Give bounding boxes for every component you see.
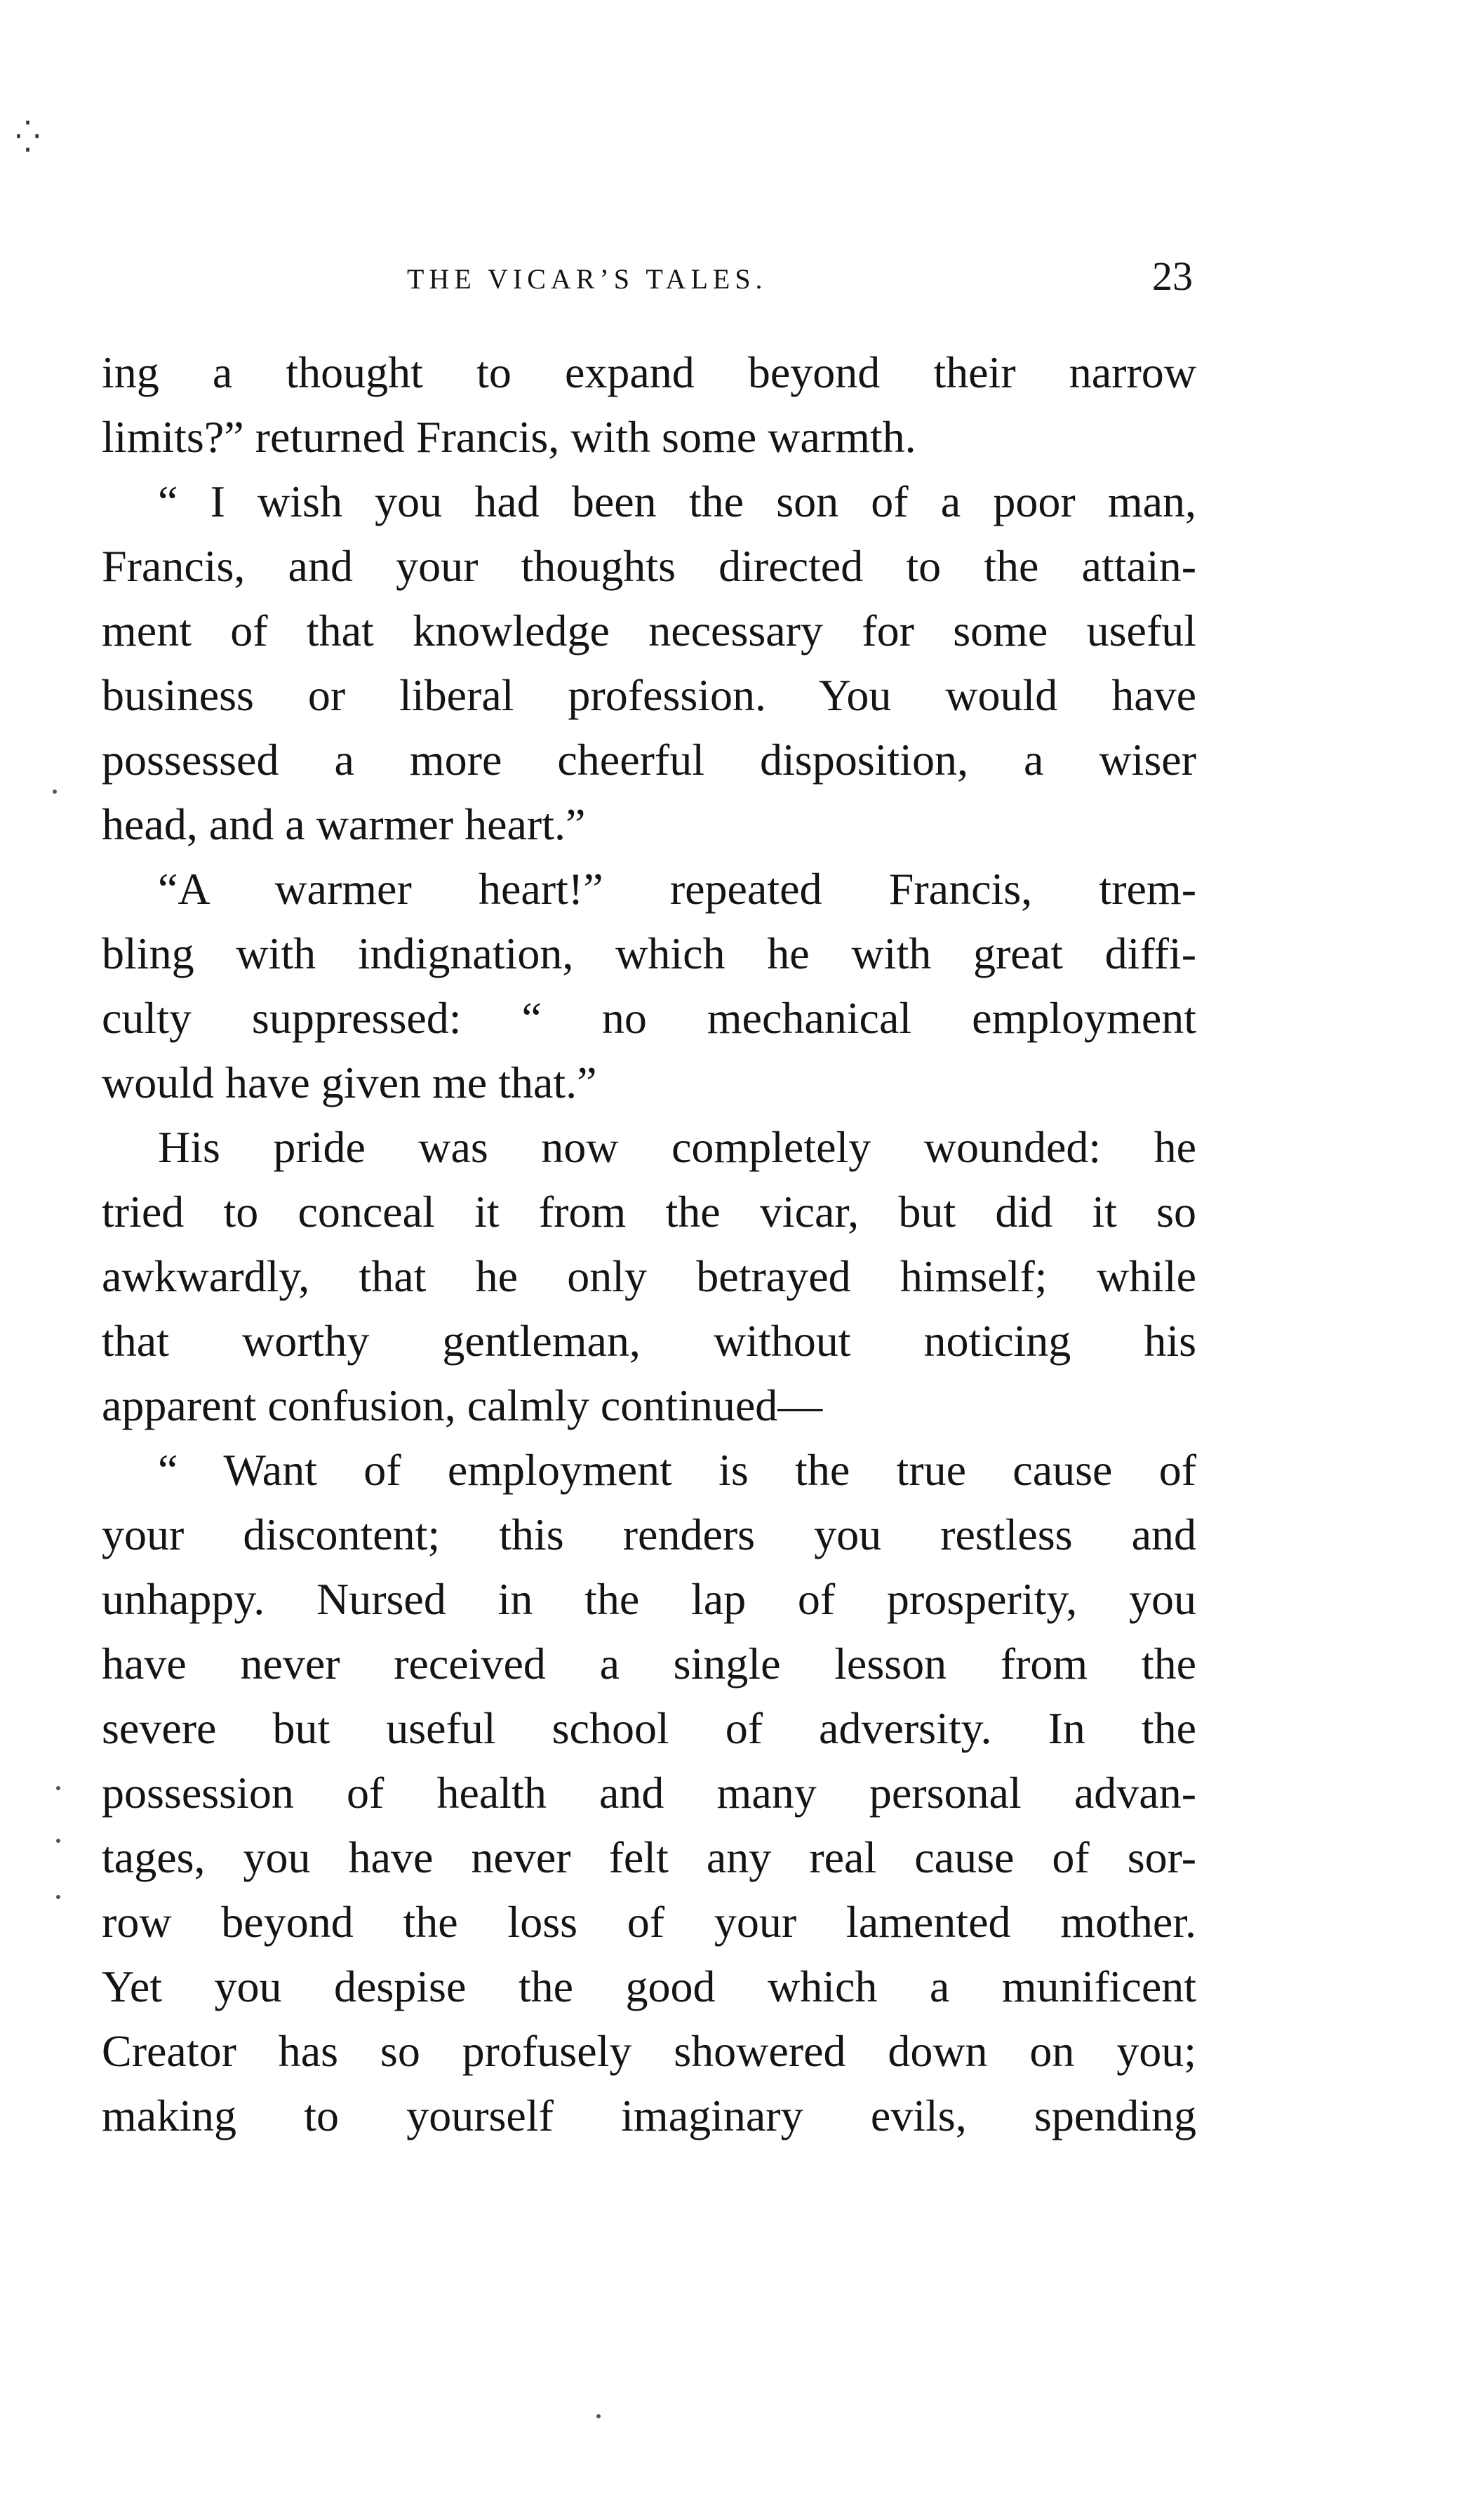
print-speck <box>56 1786 60 1790</box>
text-line: making to yourself imaginary evils, spending <box>102 2091 1196 2140</box>
text-line: tried to conceal it from the vicar, but did it so <box>102 1187 1196 1237</box>
text-line: row beyond the loss of your lamented mother. <box>102 1897 1196 1947</box>
print-speck <box>53 790 57 794</box>
text-line: have never received a single lesson from the <box>102 1639 1196 1689</box>
text-line: unhappy. Nursed in the lap of prosperity, you <box>102 1574 1196 1624</box>
page-header <box>407 253 1193 302</box>
text-line: “ I wish you had been the son of a poor man, <box>158 477 1196 526</box>
text-line: possession of health and many personal advan- <box>102 1768 1196 1818</box>
text-line: ing a thought to expand beyond their narrow <box>102 347 1196 397</box>
text-line: Creator has so profusely showered down on you; <box>102 2026 1196 2076</box>
ink-mark: ⁛ <box>15 120 41 154</box>
text-line: that worthy gentleman, without noticing his <box>102 1316 1196 1366</box>
text-line: your discontent; this renders you restless and <box>102 1510 1196 1559</box>
text-line: would have given me that.” <box>102 1058 597 1107</box>
text-line: bling with indignation, which he with great diffi- <box>102 928 1196 978</box>
print-speck <box>596 2414 601 2418</box>
text-line: culty suppressed: “ no mechanical employment <box>102 993 1196 1043</box>
text-line: limits?” returned Francis, with some warmth. <box>102 412 916 462</box>
text-line: Francis, and your thoughts directed to the attain- <box>102 541 1196 591</box>
text-line: “ Want of employment is the true cause of <box>158 1445 1196 1495</box>
text-line: Yet you despise the good which a munificent <box>102 1961 1196 2011</box>
print-speck <box>56 1895 60 1899</box>
text-line: “A warmer heart!” repeated Francis, trem- <box>158 864 1196 914</box>
text-line: ment of that knowledge necessary for some useful <box>102 606 1196 655</box>
text-line: His pride was now completely wounded: he <box>158 1122 1196 1172</box>
text-line: severe but useful school of adversity. In the <box>102 1703 1196 1753</box>
running-head: THE VICAR’S TALES. <box>407 263 768 295</box>
text-line: business or liberal profession. You would have <box>102 670 1196 720</box>
text-line: head, and a warmer heart.” <box>102 799 586 849</box>
text-line: tages, you have never felt any real cause of sor- <box>102 1832 1196 1882</box>
print-speck <box>56 1839 60 1843</box>
text-line: apparent confusion, calmly continued— <box>102 1380 823 1430</box>
body-text <box>102 340 1196 2148</box>
text-line: possessed a more cheerful disposition, a wiser <box>102 735 1196 785</box>
text-line: awkwardly, that he only betrayed himself; while <box>102 1251 1196 1301</box>
page-number: 23 <box>1152 253 1193 299</box>
